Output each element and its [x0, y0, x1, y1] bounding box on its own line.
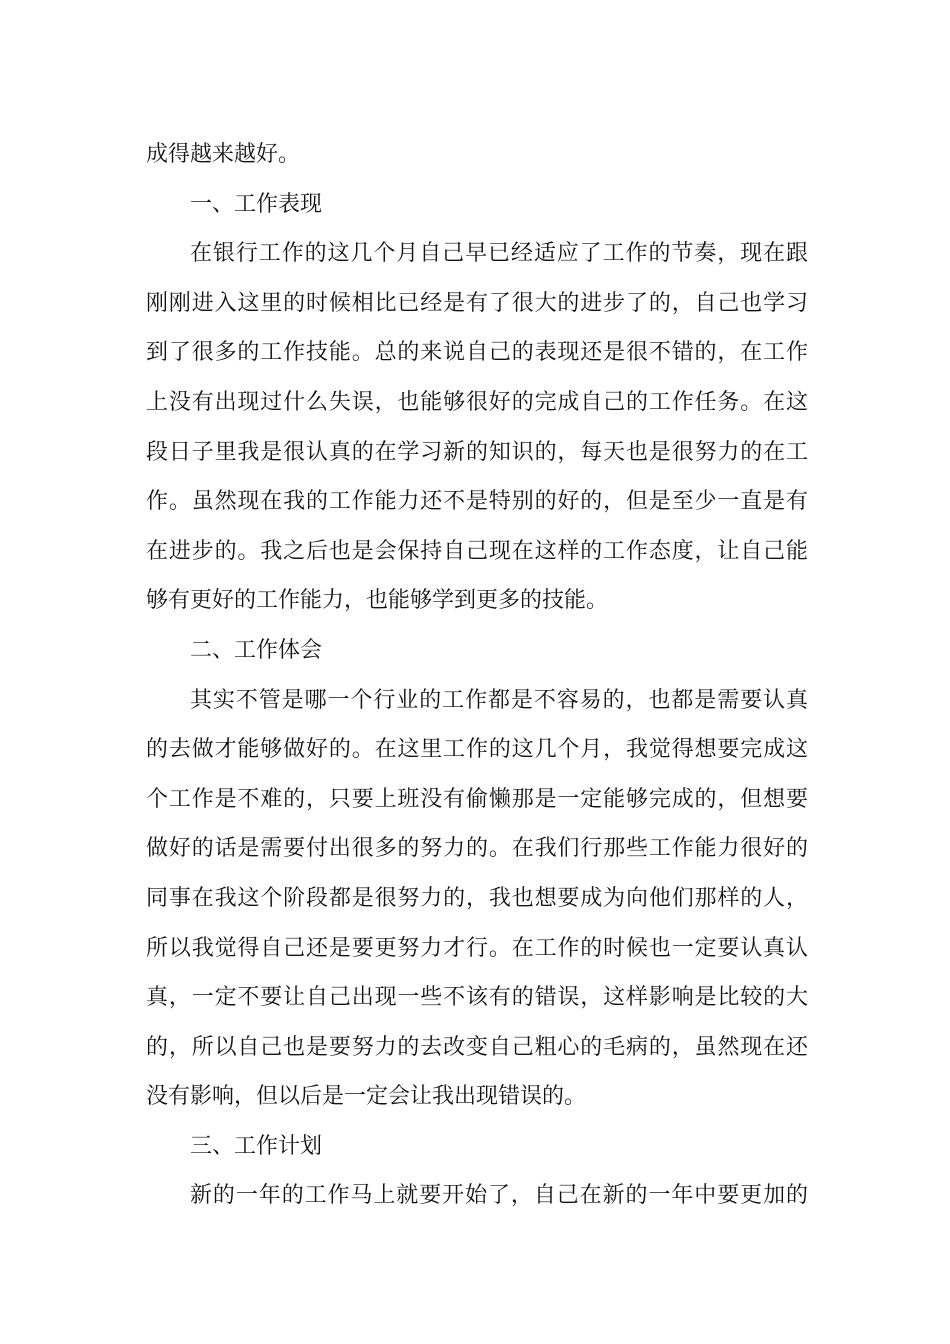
paragraph-line: 所以我觉得自己还是要更努力才行。在工作的时候也一定要认真认 — [146, 935, 808, 961]
paragraph-line: 在银行工作的这几个月自己早已经适应了工作的节奏，现在跟 — [190, 241, 808, 267]
paragraph-line: 做好的话是需要付出很多的努力的。在我们行那些工作能力很好的 — [146, 836, 808, 862]
section-heading-work-experience: 二、工作体会 — [190, 637, 323, 663]
paragraph-line: 的，所以自己也是要努力的去改变自己粗心的毛病的，虽然现在还 — [146, 1034, 808, 1060]
paragraph-line: 真，一定不要让自己出现一些不该有的错误，这样影响是比较的大 — [146, 985, 808, 1011]
paragraph-line: 上没有出现过什么失误，也能够很好的完成自己的工作任务。在这 — [146, 389, 808, 415]
paragraph-line: 没有影响，但以后是一定会让我出现错误的。 — [146, 1084, 587, 1110]
document-body — [146, 130, 808, 1221]
paragraph-line: 的去做才能够做好的。在这里工作的这几个月，我觉得想要完成这 — [146, 737, 808, 763]
paragraph-line: 新的一年的工作马上就要开始了，自己在新的一年中要更加的 — [190, 1183, 808, 1209]
paragraph-line: 段日子里我是很认真的在学习新的知识的，每天也是很努力的在工 — [146, 439, 808, 465]
section-heading-work-performance: 一、工作表现 — [190, 191, 323, 217]
paragraph-line: 到了很多的工作技能。总的来说自己的表现还是很不错的，在工作 — [146, 340, 808, 366]
paragraph-line: 个工作是不难的，只要上班没有偷懒那是一定能够完成的，但想要 — [146, 786, 808, 812]
section-heading-work-plan: 三、工作计划 — [190, 1133, 323, 1159]
paragraph-line: 刚刚进入这里的时候相比已经是有了很大的进步了的，自己也学习 — [146, 290, 808, 316]
paragraph-line: 在进步的。我之后也是会保持自己现在这样的工作态度，让自己能 — [146, 538, 808, 564]
paragraph-line: 其实不管是哪一个行业的工作都是不容易的，也都是需要认真 — [190, 687, 808, 713]
paragraph-line: 成得越来越好。 — [146, 142, 301, 167]
paragraph-line: 同事在我这个阶段都是很努力的，我也想要成为向他们那样的人， — [146, 885, 808, 911]
paragraph-line: 够有更好的工作能力，也能够学到更多的技能。 — [146, 588, 609, 614]
paragraph-line: 作。虽然现在我的工作能力还不是特别的好的，但是至少一直是有 — [146, 489, 808, 515]
